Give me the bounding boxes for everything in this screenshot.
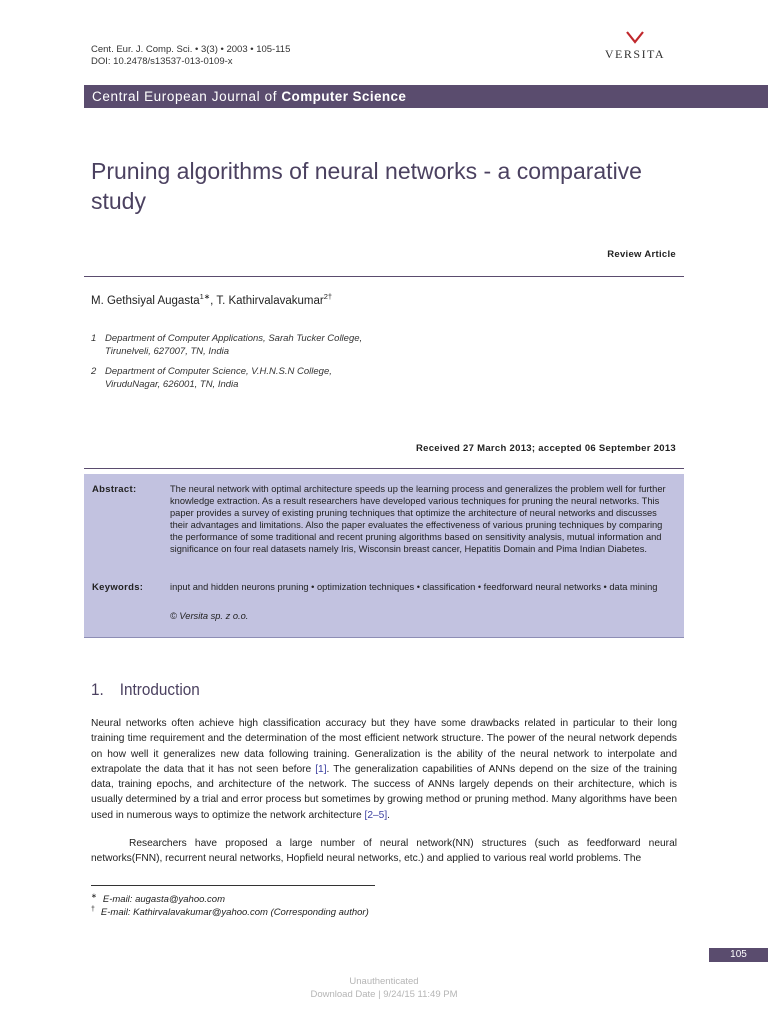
versita-logo-icon [625,30,645,44]
footnote-mark: † [91,906,95,913]
journal-banner [84,85,768,108]
author-name: M. Gethsiyal Augasta [91,294,200,307]
section-heading [91,680,200,700]
citation-line: Cent. Eur. J. Comp. Sci. • 3(3) • 2003 • 105-115 [91,44,291,55]
footnote-text: E-mail: augasta@yahoo.com [102,894,225,906]
abstract-text: The neural network with optimal architecture speeds up the learning process and generalizes the problem well for further knowledge extraction. As a result researchers have developed various techniques for pruning the neural networks. This paper provides a survey of existing pruning techniques that optimize the architecture of neural networks and discusses their advantages and limitations. Also the paper evaluates the effectiveness of various pruning techniques by comparing the performance of some traditional and recent pruning algorithms based on sensitivity analysis, mutual information and significance on four real datasets namely Iris, Wisconsin breast cancer, Hepatitis Domain and Pima Indian Diabetes. [170,484,666,554]
author-name: , T. Kathirvalavakumar [210,294,324,307]
section-title: Introduction [119,680,200,699]
watermark-line: Download Date | 9/24/15 11:49 PM [310,989,458,1000]
author-mark: 1∗ [199,292,211,301]
author-line [91,292,332,307]
affiliation-number: 1 [91,333,97,344]
abstract-divider [84,468,684,469]
paragraph-text: Neural networks often achieve high classification accuracy but they have some drawbacks related in particular to their long training time requirement and the determination of the most efficient network structure. The power of the neural network depends on how well it generalizes new data following training. Generalization is the ability of the neural network to interpolate and extrapolate the data that it has not seen before [91,718,677,775]
affiliation-line: Tirunelveli, 627007, TN, India [105,346,230,357]
paragraph-text: . [387,809,391,821]
watermark-line: Unauthenticated [349,976,419,987]
paper-title: Pruning algorithms of neural networks - a comparative study [91,158,642,214]
header-divider [84,276,684,277]
affiliation-line: ViruduNagar, 626001, TN, India [105,379,239,390]
keywords-label: Keywords: [92,582,144,593]
citation-link[interactable]: [2–5] [364,809,388,821]
footnote-divider [91,885,375,886]
affiliation-line: Department of Computer Science, V.H.N.S.N College, [105,366,332,377]
affiliation-line: Department of Computer Applications, Sarah Tucker College, [105,333,363,344]
body-paragraph [91,716,677,823]
footnote-mark: ∗ [91,893,97,900]
article-type: Review Article [607,249,676,260]
body-paragraph: Researchers have proposed a large number of neural network(NN) structures (such as feedforward neural networks(FNN), recurrent neural networks, Hopfield neural networks, etc.) and applied to various real world problems. The [91,838,677,865]
footnote [91,906,369,918]
section-number: 1. [91,680,104,699]
paragraph-text: . The generalization capabilities of ANNs depend on the size of the training data, training epochs, and architecture of the network. The success of ANNs largely depends on their architecture, which is usually determined by a trial and error process but sometimes by growing method or pruning method. Many algorithms have been used in numerous ways to optimize the network architecture [91,763,677,821]
citation-link[interactable]: [1] [315,763,327,775]
citation-block [91,44,290,68]
publisher-name: VERSITA [604,47,666,61]
affiliation [91,365,332,391]
footnote-text: E-mail: Kathirvalavakumar@yahoo.com (Corresponding author) [100,907,369,919]
affiliation [91,332,362,358]
doi-line: DOI: 10.2478/s13537-013-0109-x [91,56,233,67]
received-dates: Received 27 March 2013; accepted 06 September 2013 [415,443,676,454]
keywords-text: input and hidden neurons pruning • optimization techniques • classification • feedforward neural networks • data mining [170,582,658,592]
journal-name: Computer Science [281,89,407,104]
author-mark: 2† [323,292,333,301]
copyright-line: © Versita sp. z o.o. [170,611,249,621]
page-number: 105 [709,948,768,962]
abstract-label: Abstract: [92,484,137,495]
abstract-box [84,474,684,638]
affiliation-number: 2 [91,366,97,377]
journal-prefix: Central European Journal of [92,89,282,104]
publisher-logo [600,30,670,62]
footnote [91,892,225,905]
